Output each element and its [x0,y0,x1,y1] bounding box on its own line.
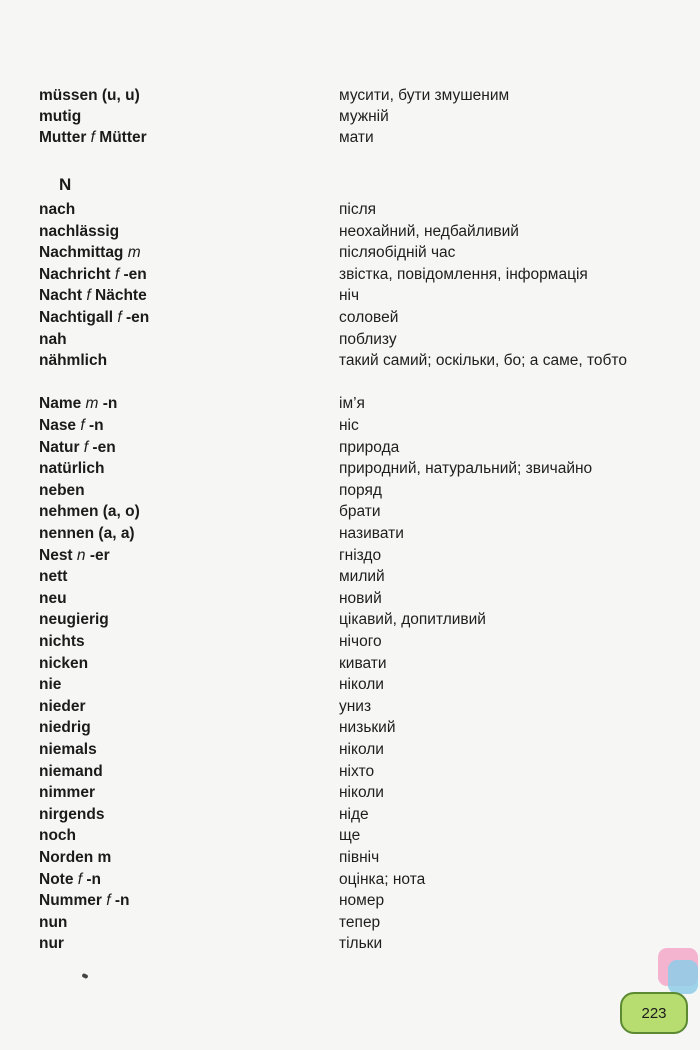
headword: neugierig [39,611,109,629]
ukrainian-translation: неохайний, недбайливий [339,222,519,240]
headword: nicken [39,654,89,672]
ukrainian-translation: униз [339,697,372,715]
german-word [39,545,110,566]
plural-form: Nächte [95,287,147,305]
ukrainian-translation: брати [339,503,381,521]
ukrainian-translation: тепер [339,913,381,931]
plural-form: -n [89,417,104,434]
headword: Note [39,870,74,888]
german-word [39,480,85,501]
german-word [39,933,64,954]
headword: Nachricht [39,265,111,283]
print-speck [81,973,88,979]
german-word [39,825,76,846]
ukrainian-translation: ніколи [339,676,384,694]
headword: nachlässig [39,222,120,240]
ukrainian-translation: низький [339,719,396,737]
ukrainian-translation: мусити, бути змушеним [339,87,510,104]
headword: Nummer [39,892,102,910]
blue-square-decoration [668,960,698,994]
ukrainian-translation: ніс [339,417,359,434]
ukrainian-translation: післяобідній час [339,244,456,262]
ukrainian-translation: новий [339,589,382,607]
german-word [39,329,67,350]
headword: mutig [39,108,82,126]
page-number-badge [618,946,700,1036]
headword: nichts [39,633,85,650]
headword: natürlich [39,460,105,478]
german-word [39,761,103,782]
ukrainian-translation: природний, натуральний; звичайно [339,460,593,478]
german-word [39,264,147,285]
german-word [39,458,104,479]
headword: niemand [39,762,103,780]
german-word [39,350,107,371]
headword: neben [39,481,85,499]
ukrainian-translation: поряд [339,481,382,499]
ukrainian-translation: оцінка; нота [339,870,426,888]
german-word [39,588,67,609]
german-word [39,285,147,306]
headword: niemals [39,741,97,758]
plural-form: -en [126,309,150,326]
headword: nehmen (a, o) [39,503,140,521]
german-word [39,804,104,825]
headword: Nase [39,417,77,434]
german-word [39,393,117,414]
german-word [39,782,95,803]
german-word [39,674,61,695]
ukrainian-translation: ніч [339,287,360,305]
ukrainian-translation: ще [339,827,361,845]
ukrainian-translation: називати [339,525,404,542]
german-word [39,869,101,890]
gender-marker: f [90,129,95,147]
headword: müssen (u, u) [39,87,140,104]
german-word [39,631,85,652]
ukrainian-translation: мужній [339,108,389,126]
german-word [39,739,97,760]
ukrainian-translation: ніколи [339,741,384,758]
ukrainian-translation: соловей [339,309,399,326]
gender-marker: f [86,287,91,305]
plural-form: -n [102,395,118,413]
ukrainian-translation: милий [339,568,385,586]
headword: Natur [39,438,80,456]
gender-marker: f [114,265,120,283]
german-word [39,912,67,933]
ukrainian-translation: після [339,201,377,218]
headword: nähmlich [39,352,108,370]
ukrainian-translation: кивати [339,654,387,672]
german-word [39,847,111,868]
headword: noch [39,827,77,845]
ukrainian-translation: звістка, повідомлення, інформація [339,265,588,283]
headword: nett [39,568,68,586]
gender-marker: n [76,546,86,564]
gender-marker: f [83,438,89,456]
plural-form: -en [92,438,116,456]
german-word [39,127,147,148]
gender-marker: f [117,309,122,326]
ukrainian-translation: гніздо [339,546,382,564]
german-word [39,696,86,717]
headword: nah [39,330,67,348]
headword: nimmer [39,784,95,802]
headword: nun [39,913,68,931]
ukrainian-translation: поблизу [339,330,397,348]
ukrainian-translation: північ [339,849,380,866]
gender-marker: m [127,244,141,262]
ukrainian-translation: такий самий; оскільки, бо; а саме, тобто [339,352,627,370]
headword: Norden m [39,849,112,866]
german-word [39,523,135,544]
gender-marker: f [77,870,83,888]
headword: nirgends [39,805,105,823]
plural-form: Mütter [99,129,147,147]
german-word [39,501,140,522]
ukrainian-translation: ніхто [339,762,375,780]
headword: niedrig [39,719,91,737]
headword: Name [39,395,82,413]
plural-form: -n [86,870,102,888]
headword: nur [39,935,64,953]
plural-form: -en [123,265,147,283]
german-word [39,566,67,587]
headword: nennen (a, a) [39,525,135,542]
headword: nieder [39,697,86,715]
headword: nach [39,201,76,218]
gender-marker: m [85,395,99,413]
ukrainian-translation: номер [339,892,385,910]
german-word [39,85,140,106]
gender-marker: f [106,892,111,910]
headword: nie [39,676,62,694]
headword: Nachtigall [39,309,114,326]
german-word [39,307,149,328]
ukrainian-translation: нічого [339,633,382,650]
headword: Nachmittag [39,244,124,262]
section-letter: N [59,175,72,194]
german-word [39,199,75,220]
headword: neu [39,589,67,607]
german-word [39,609,109,630]
ukrainian-translation: цікавий, допитливий [339,611,486,629]
plural-form: -er [89,546,110,564]
german-word [39,242,141,263]
gender-marker: f [80,417,85,434]
german-word [39,106,81,127]
german-word [39,653,88,674]
ukrainian-translation: ніде [339,805,369,823]
ukrainian-translation: ніколи [339,784,384,802]
german-word [39,890,129,911]
headword: Nacht [39,287,83,305]
german-word [39,415,104,436]
headword: Mutter [39,129,87,147]
page-number: 223 [620,992,688,1034]
plural-form: -n [114,892,130,910]
german-word [39,437,116,458]
ukrainian-translation: природа [339,438,400,456]
ukrainian-translation: ім’я [339,395,365,413]
german-word [39,717,91,738]
ukrainian-translation: мати [339,129,374,147]
ukrainian-translation: тільки [339,935,383,953]
headword: Nest [39,546,73,564]
german-word [39,221,119,242]
